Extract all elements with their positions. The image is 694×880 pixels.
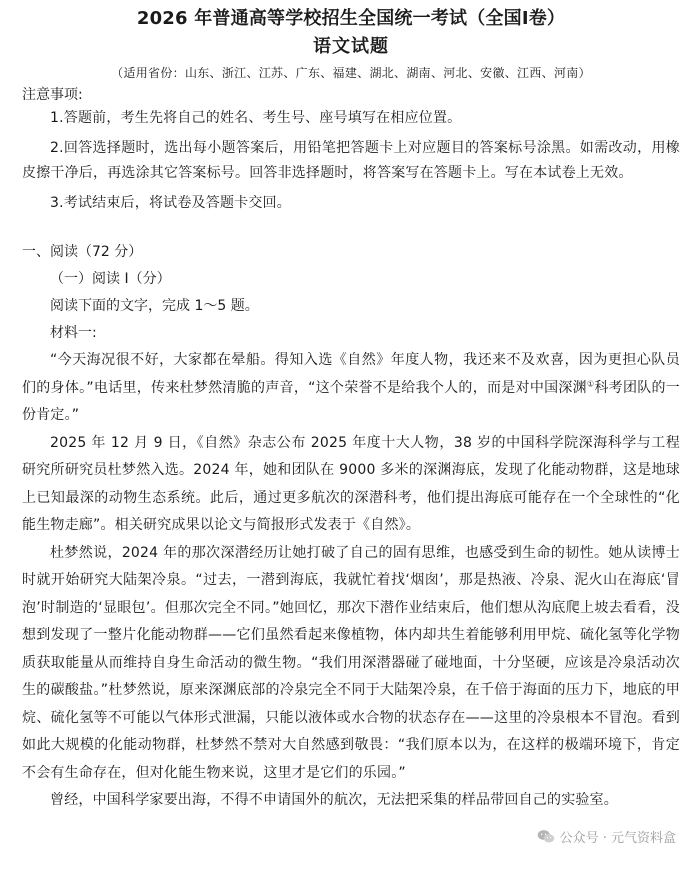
notice-block	[22, 84, 680, 216]
passage-paragraph: 曾经，中国科学家要出海，不得不申请国外的航次，无法把采集的样品带回自己的实验室。	[50, 792, 618, 808]
reading-passage	[22, 347, 680, 815]
exam-title: 2026 年普通高等学校招生全国统一考试（全国I卷）	[136, 8, 566, 29]
passage-paragraph	[22, 347, 680, 430]
section-heading: 一、阅读（72 分）	[22, 244, 143, 260]
notice-item: 2.回答选择题时，选出每小题答案后，用铅笔把答题卡上对应题目的答案标号涂黑。如需改动，用橡皮擦干净后，再选涂其它答案标号。回答非选择题时，将答案写在答题卡上。写在本试卷上无效。	[22, 140, 680, 181]
material-label: 材料一:	[50, 325, 97, 341]
passage-paragraph: 2025 年 12 月 9 日，《自然》杂志公布 2025 年度十大人物，38 岁的中国科学院深海科学与工程研究所研究员杜梦然入选。2024 年，她和团队在 9000 多米的深渊海底，发现了化能动物群，这是地球上已知最深的动物生态系统。此后，通过更多航次的深潜科考，他们提出海底可能存在一个全球性的“化能生物走廊”。相关研究成果以论文与简报形式发表于《自然》。	[22, 434, 680, 533]
reading-instruction: 阅读下面的文字，完成 1～5 题。	[50, 298, 259, 314]
passage-text: 科考团队的一份肯定。”	[22, 379, 680, 423]
notice-item: 3.考试结束后，将试卷及答题卡交回。	[50, 195, 291, 211]
spacer	[22, 221, 680, 239]
passage-text: “今天海况很不好，大家都在晕船。得知入选《自然》年度人物，我还来不及欢喜，因为更担心队员们的身体。”电话里，传来杜梦然清脆的声音，“这个荣誉不是给我个人的，而是对中国深渊	[22, 352, 680, 396]
passage-paragraph: 杜梦然说，2024 年的那次深潜经历让她打破了自己的固有思维，也感受到生命的韧性。她从读博士时就开始研究大陆架冷泉。“过去，一潜到海底，我就忙着找‘烟囱’，那是热液、冷泉、泥火山在海底‘冒泡’时制造的‘显眼包’。但那次完全不同。”她回忆，那次下潜作业结束后，他们想从沟底爬上坡去看看，没想到发现了一整片化能动物群——它们虽然看起来像植物，体内却共生着能够利用甲烷、硫化氢等化学物质获取能量从而维持自身生命活动的微生物。“我们用深潜器碰了碰地面，十分坚硬，应该是冷泉活动次生的碳酸盐。”杜梦然说，原来深渊底部的冷泉完全不同于大陆架冷泉，在千倍于海面的压力下，地底的甲烷、硫化氢等不可能以气体形式泄漏，只能以液体或水合物的状态存在——这里的冷泉根本不冒泡。看到如此大规模的化能动物群，杜梦然不禁对大自然感到敬畏：“我们原本以为，在这样的极端环境下，肯定不会有生命存在，但对化能生物来说，这里才是它们的乐园。”	[22, 544, 680, 781]
exam-subject: 语文试题	[313, 36, 389, 57]
wechat-icon	[537, 829, 555, 844]
footnote-marker: ①	[586, 378, 595, 388]
watermark	[537, 827, 676, 846]
applicable-provinces: （适用省份：山东、浙江、江苏、广东、福建、湖北、湖南、河北、安徽、江西、河南）	[111, 66, 591, 80]
watermark-text: 公众号 · 元气资料盒	[559, 831, 676, 846]
sub-section-heading: （一）阅读 I（分）	[50, 271, 171, 287]
notice-heading: 注意事项:	[22, 87, 83, 103]
notice-item: 1.答题前，考生先将自己的姓名、考生号、座号填写在相应位置。	[50, 110, 462, 126]
